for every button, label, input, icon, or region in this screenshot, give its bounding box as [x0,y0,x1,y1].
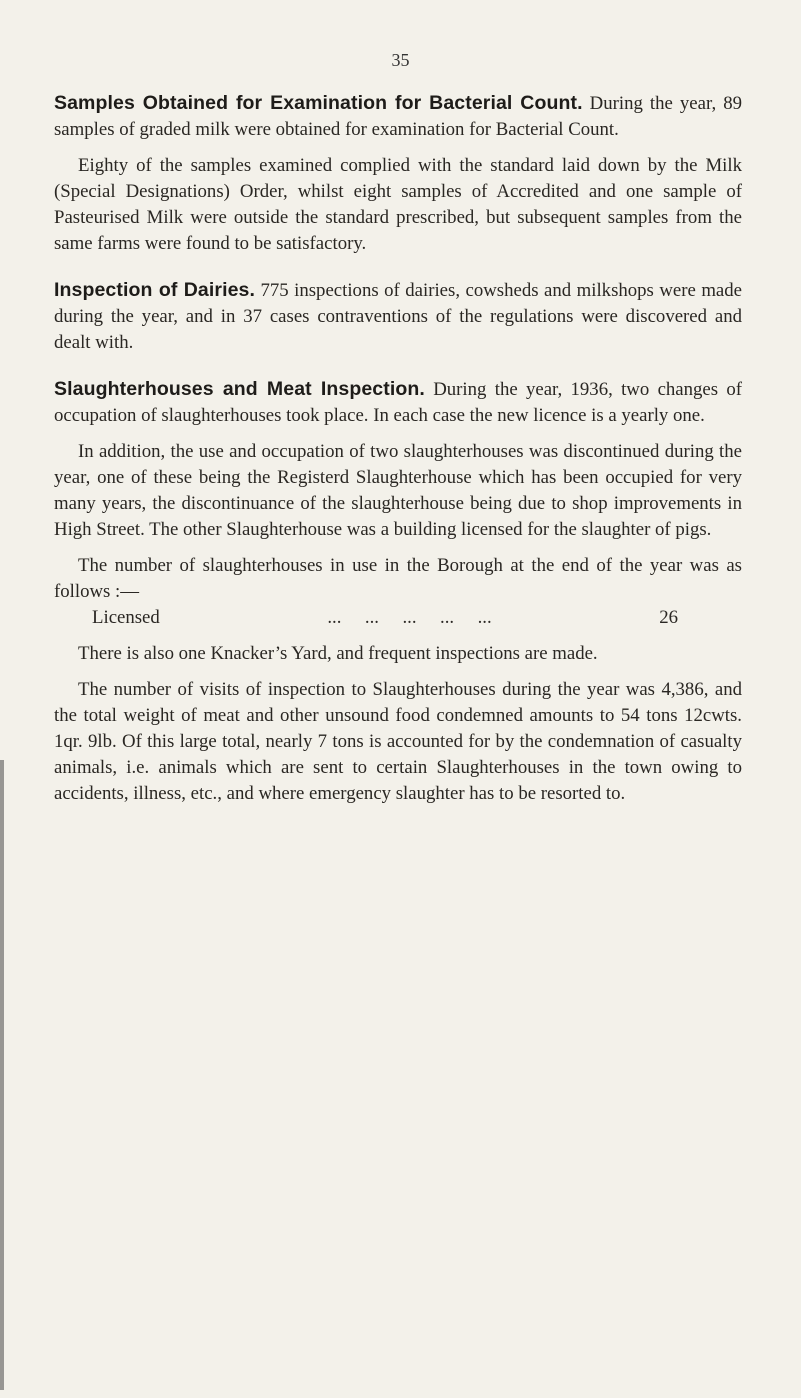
paragraph-knackers-yard: There is also one Knacker’s Yard, and frequent inspections are made. [78,643,598,664]
lead-dairies: 775 inspections of dairies, cowsheds and milkshops were made during the year, and in 37 cases contraventions of the regulations were discovered and dealt with. [54,280,742,353]
paragraph-visits-of-inspection: The number of visits of inspection to Slaughterhouses during the year was 4,386, and the total weight of meat and other unsound food condemned amounts to 54 tons 12cwts. 1qr. 9lb. Of this large total, nearly 7 tons is accounted for by the condemnation of casualty animals, i.e. animals which are sent to certain Slaughterhouses in the town owing to accidents, illness, etc., and where emergency slaughter has to be resorted to. [54,679,742,804]
licensed-label: Licensed [92,607,160,628]
section-slaughterhouses [54,376,742,429]
paragraph-discontinued: In addition, the use and occupation of two slaughterhouses was discontinued during the year, one of these being the Registerd Slaughterhouse which has been occupied for very many years, the discontinuance of the slaughterhouse being due to shop improvements in High Street. The other Slaughterhouse was a building licensed for the slaughter of pigs. [54,441,742,540]
lead-bacterial-count: During the year, 89 samples of graded milk were obtained for examination for Bacterial Count. [54,93,742,140]
section-dairies [54,277,742,356]
licensed-dots: ... ... ... ... ... [327,607,492,628]
page-number: 35 [391,50,410,70]
document-body [54,90,742,807]
licensed-value: 26 [659,607,678,628]
page-edge-mark [0,760,4,1390]
paragraph-samples-complied: Eighty of the samples examined complied with the standard laid down by the Milk (Special Designations) Order, whilst eight samples of Accredited and one sample of Pasteurised Milk were outside the standard prescribed, but subsequent samples from the same farms were found to be satisfactory. [54,155,742,254]
paragraph-number-in-use: The number of slaughterhouses in use in the Borough at the end of the year was as follows :— [54,555,742,602]
heading-dairies: Inspection of Dairies. [54,279,255,301]
heading-slaughterhouses: Slaughterhouses and Meat Inspection. [54,378,425,400]
section-bacterial-count [54,90,742,143]
lead-slaughterhouses: During the year, 1936, two changes of occupation of slaughterhouses took place. In each case the new licence is a yearly one. [54,379,743,426]
licensed-row [54,605,742,631]
heading-bacterial-count: Samples Obtained for Examination for Bacterial Count. [54,92,583,114]
